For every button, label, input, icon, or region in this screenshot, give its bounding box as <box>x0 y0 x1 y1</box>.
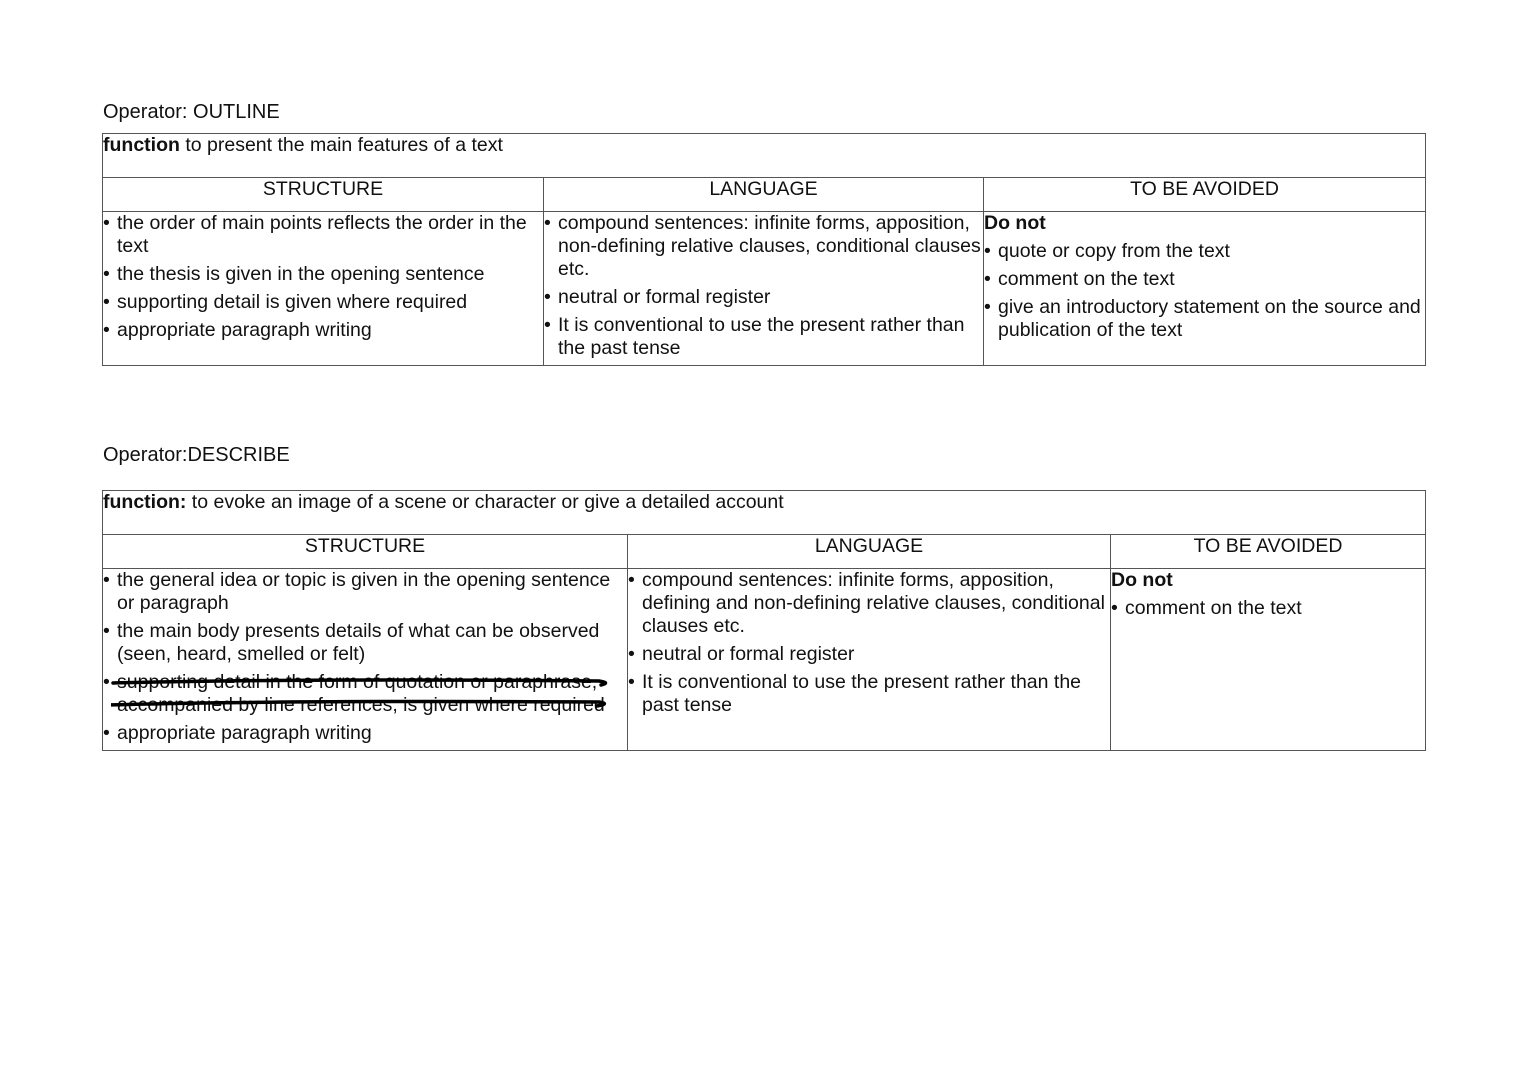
list-item: • compound sentences: infinite forms, apposition, non-defining relative clauses, conditional clauses etc. <box>544 212 983 281</box>
describe-function-row <box>103 491 1426 535</box>
outline-header-row <box>103 178 1426 212</box>
describe-structure-cell <box>103 569 628 751</box>
describe-language-cell <box>628 569 1111 751</box>
outline-language-cell <box>544 212 984 366</box>
list-item: • comment on the text <box>984 268 1425 291</box>
describe-table <box>102 490 1426 751</box>
outline-header-structure: STRUCTURE <box>103 178 544 212</box>
list-item: • the order of main points reflects the order in the text <box>103 212 543 258</box>
describe-header-row <box>103 535 1426 569</box>
describe-function-text: to evoke an image of a scene or character or give a detailed account <box>186 491 784 513</box>
describe-function-cell <box>103 491 1426 535</box>
list-item: • appropriate paragraph writing <box>103 319 543 342</box>
list-item: • the main body presents details of what can be observed (seen, heard, smelled or felt) <box>103 620 627 666</box>
list-item: • compound sentences: infinite forms, apposition, defining and non-defining relative clauses, conditional clauses etc. <box>628 569 1110 638</box>
list-item: • comment on the text <box>1111 597 1425 620</box>
outline-function-text: to present the main features of a text <box>179 134 503 156</box>
describe-function-label: function: <box>103 491 187 513</box>
describe-header-structure: STRUCTURE <box>103 535 628 569</box>
outline-avoided-list <box>984 240 1425 342</box>
list-item-struck-through <box>103 671 627 717</box>
list-item: • give an introductory statement on the source and publication of the text <box>984 296 1425 342</box>
list-item: • neutral or formal register <box>544 286 983 309</box>
describe-avoided-cell <box>1111 569 1426 751</box>
outline-structure-list <box>103 212 543 342</box>
describe-body-row <box>103 569 1426 751</box>
list-item: • It is conventional to use the present rather than the past tense <box>544 314 983 360</box>
list-item: • the thesis is given in the opening sentence <box>103 263 543 286</box>
describe-structure-list <box>103 569 627 745</box>
outline-structure-cell <box>103 212 544 366</box>
outline-operator-title: Operator: OUTLINE <box>103 101 280 123</box>
describe-language-list <box>628 569 1110 717</box>
outline-do-not-heading: Do not <box>984 212 1046 234</box>
describe-do-not-heading: Do not <box>1111 569 1173 591</box>
list-item: • It is conventional to use the present rather than the past tense <box>628 671 1110 717</box>
describe-header-avoided: TO BE AVOIDED <box>1111 535 1426 569</box>
list-item: • supporting detail is given where required <box>103 291 543 314</box>
list-item: • quote or copy from the text <box>984 240 1425 263</box>
outline-avoided-cell <box>984 212 1426 366</box>
outline-table <box>102 133 1426 366</box>
outline-header-language: LANGUAGE <box>544 178 984 212</box>
describe-avoided-list <box>1111 597 1425 620</box>
list-item: • the general idea or topic is given in the opening sentence or paragraph <box>103 569 627 615</box>
outline-language-list <box>544 212 983 360</box>
struck-through-text: supporting detail in the form of quotation or paraphrase, accompanied by line references, is given where required <box>117 671 605 716</box>
list-item: • neutral or formal register <box>628 643 1110 666</box>
outline-function-cell <box>103 134 1426 178</box>
outline-header-avoided: TO BE AVOIDED <box>984 178 1426 212</box>
outline-body-row <box>103 212 1426 366</box>
describe-operator-title: Operator:DESCRIBE <box>103 444 290 466</box>
list-item: • appropriate paragraph writing <box>103 722 627 745</box>
outline-function-row <box>103 134 1426 178</box>
outline-function-label: function <box>103 134 180 156</box>
describe-header-language: LANGUAGE <box>628 535 1111 569</box>
